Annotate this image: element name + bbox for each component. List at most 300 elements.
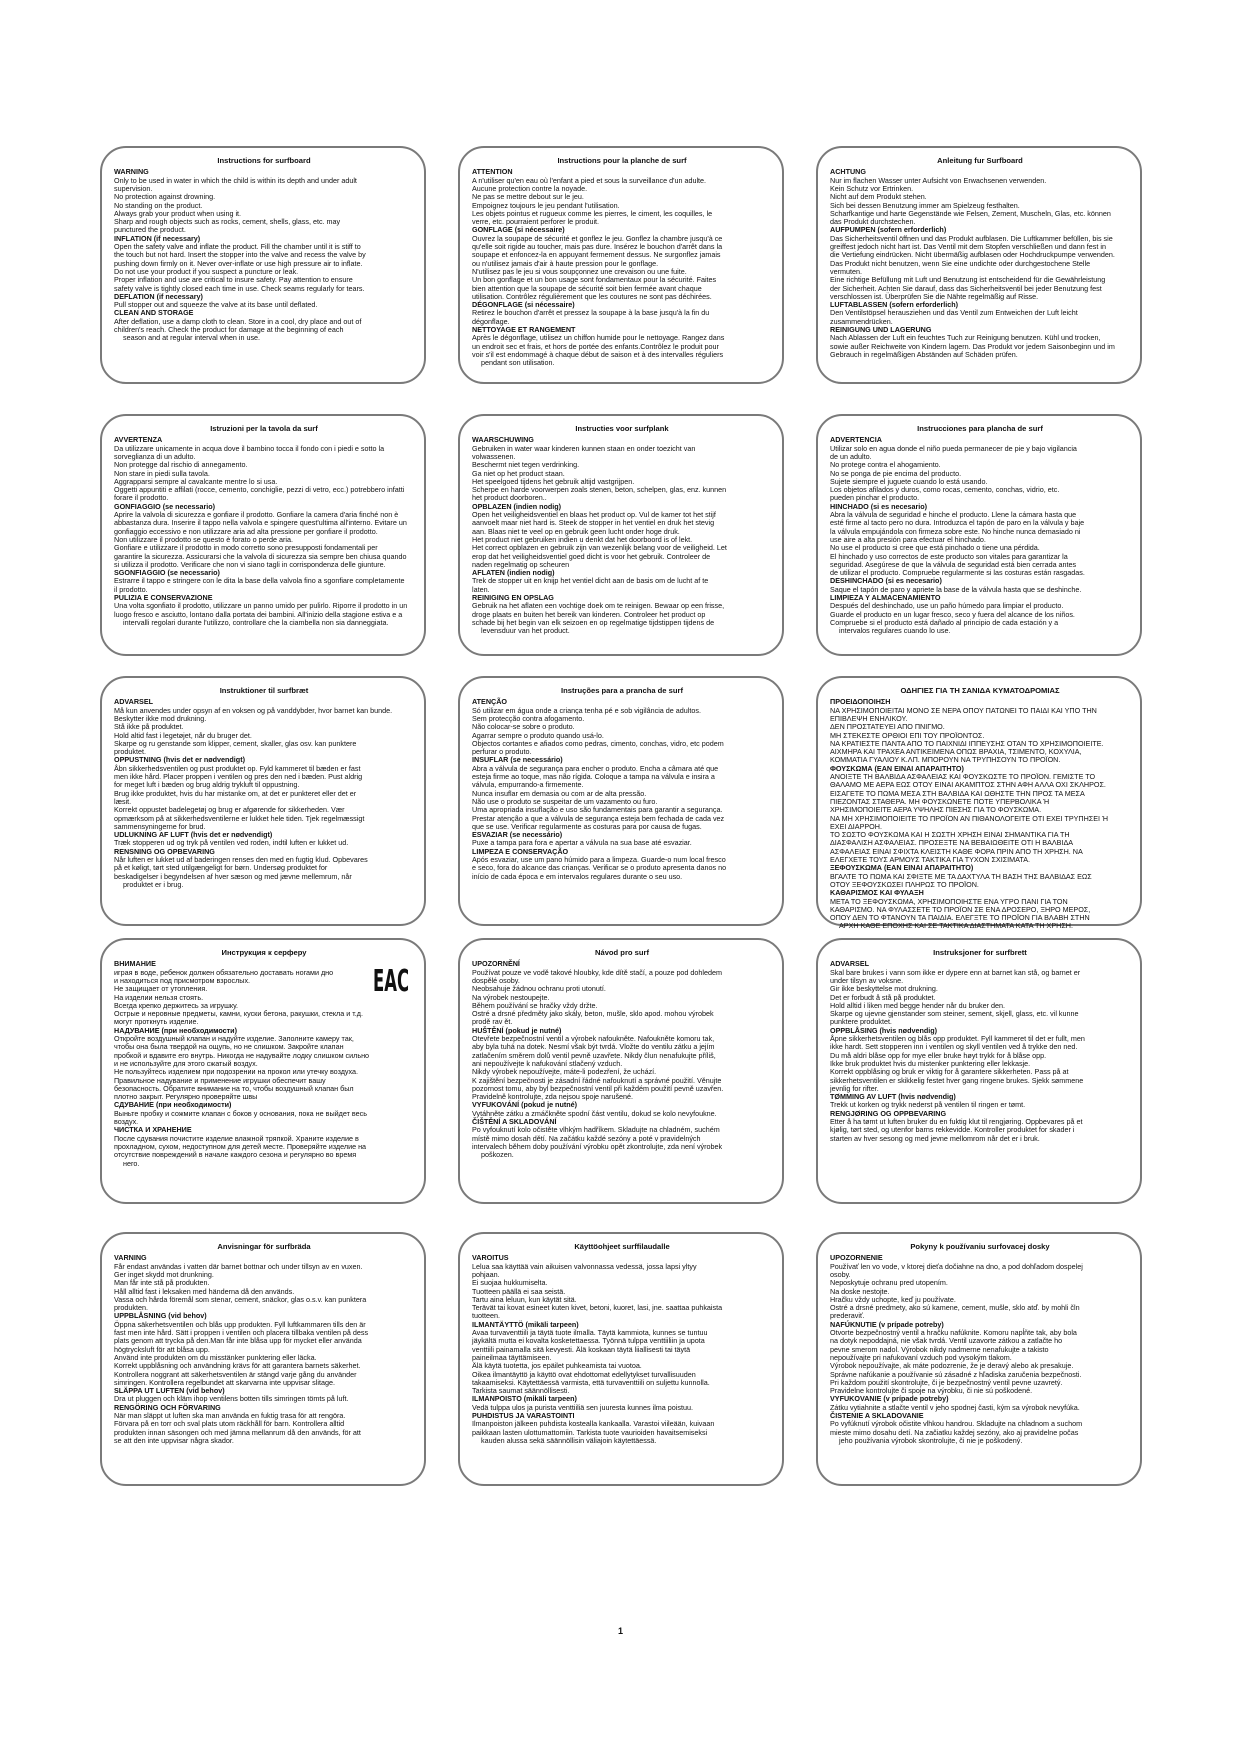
text-line: No protection against drowning. <box>114 192 216 202</box>
text-line: beskadigelser i begyndelsen af hver sæson og med jævne mellemrum, når <box>114 871 352 881</box>
text-line: Må kun anvendes under opsyn af en voksen og på vanddybder, hvor barnet kan bunde. <box>114 705 393 715</box>
text-line: Na výrobek nestoupejte. <box>472 992 550 1002</box>
text-line: Aggrapparsi sempre al cavalcante mentre lo si usa. <box>114 476 278 486</box>
text-line: ΠΙΕΖΟΝΤΑΣ ΣΤΑΘΕΡΑ. ΜΗ ΦΟΥΣΚΩΝΕΤΕ ΠΟΤΕ ΥΠΕΡΒΟΛΙΚΑ Ή <box>830 796 1050 806</box>
text-line: esteja firme ao toque, mas não rígida. Coloque a tampa na válvula e insira a <box>472 772 715 782</box>
text-line: ΑΝΟΙΞΤΕ ΤΗ ΒΑΛΒΙΔΑ ΑΣΦΑΛΕΙΑΣ ΚΑΙ ΦΟΥΣΚΩΣΤΕ ΤΟ ΠΡΟΪΟΝ. ΓΕΜΙΣΤΕ ΤΟ <box>830 772 1096 782</box>
text-line: il prodotto. <box>114 584 148 594</box>
card-title: Käyttöohjeet surffilaudalle <box>574 1242 670 1251</box>
text-line: nepoužívajte pri nafukovaní vzduch pod vysokým tlakom. <box>830 1352 1012 1362</box>
section-heading: ACHTUNG <box>830 167 866 177</box>
text-line: ΝΑ ΜΗ ΧΡΗΣΙΜΟΠΟΙΕΙΤΕ ΤΟ ΠΡΟΪΟΝ ΑΝ ΠΙΘΑΝΟΛΟΓΕΙΤΕ ΟΤΙ ΕΧΕΙ ΤΡΥΠΗΣΕΙ Ή <box>830 813 1109 823</box>
section-heading: ΚΑΘΑΡΙΣΜΟΣ ΚΑΙ ΦΥΛΑΞΗ <box>830 888 924 898</box>
text-line: Nicht auf dem Produkt stehen. <box>830 192 927 202</box>
card-title: Anleitung fur Surfboard <box>937 156 1023 165</box>
text-line: Når luften er lukket ud af baderingen renses den med en fugtig klud. Opbevares <box>114 855 368 865</box>
instruction-card <box>458 1232 784 1486</box>
card-body <box>830 168 1130 359</box>
text-line: jeho používania výrobok skontrolujte, či nie je poškodený. <box>839 1435 1023 1445</box>
section-heading: RENSNING OG OPBEVARING <box>114 846 215 856</box>
text-line: Abra la válvula de seguridad e hinche el producto. Llene la cámara hasta que <box>830 510 1077 520</box>
text-line: Nach Ablassen der Luft ein feuchtes Tuch zur Reinigung benutzen. Kühl und trocken, <box>830 333 1101 343</box>
section-heading: LUFTABLASSEN (sofern erforderlich) <box>830 300 959 310</box>
text-line: A n'utiliser qu'en eau où l'enfant a pied et sous la surveillance d'un adulte. <box>472 175 707 185</box>
text-line: Ne pas se mettre debout sur le jeu. <box>472 192 584 202</box>
text-line: ΜΗ ΣΤΕΚΕΣΤΕ ΟΡΘΙΟΙ ΕΠΙ ΤΟΥ ΠΡΟΪΟΝΤΟΣ. <box>830 730 985 740</box>
text-line: luogo fresco e asciutto, lontano dalla portata dei bambini. All'inizio della stagione estiva e a <box>114 609 403 619</box>
text-line: Otevřete bezpečnostní ventil a výrobek nafoukněte. Nafoukněte komoru tak, <box>472 1034 715 1044</box>
section-heading: OPPUSTNING (hvis det er nødvendigt) <box>114 755 245 765</box>
text-line: K zajištění bezpečnosti je zásadní řádné nafouknutí a správné použití. Věnujte <box>472 1075 722 1085</box>
text-line: ΟΠΟΥ ΔΕΝ ΤΟ ΦΤΑΝΟΥΝ ΤΑ ΠΑΙΔΙΑ. ΕΛΕΓΞΤΕ ΤΟ ΠΡΟΪΟΝ ΓΙΑ ΒΛΑΒΗ ΣΤΗΝ <box>830 913 1090 923</box>
section-heading: REINIGING EN OPSLAG <box>472 593 554 603</box>
text-line: Non utilizzare il prodotto se questo è forato o perde aria. <box>114 534 293 544</box>
section-heading: NAFÚKNUTIE (v prípade potreby) <box>830 1319 944 1329</box>
text-line: и находиться под присмотром взрослых. <box>114 976 251 985</box>
text-line: Používat pouze ve vodě takové hloubky, kde dítě stačí, a pouze pod dohledem <box>472 967 722 977</box>
text-line: pushing down firmly on it. Never over-inflate or use high pressure air to inflate. <box>114 258 363 268</box>
text-line: Dra ut pluggen och kläm ihop ventilens botten tills simringen tömts på luft. <box>114 1394 349 1404</box>
text-line: Los objetos afilados y duros, como rocas, cemento, conchas, vidrio, etc. <box>830 485 1060 495</box>
text-line: Använd inte produkten om du misstänker punktering eller läcka. <box>114 1352 317 1362</box>
text-line: volwassenen. <box>472 452 516 461</box>
section-heading: AVVERTENZA <box>114 435 163 445</box>
text-line: perfurar o produto. <box>472 747 532 757</box>
section-heading: ILMANTÄYTTÖ (mikäli tarpeen) <box>472 1319 579 1329</box>
text-line: ΑΙΧΜΗΡΑ ΚΑΙ ΤΡΑΧΕΑ ΑΝΤΙΚΕΙΜΕΝΑ ΟΠΩΣ ΒΡΑΧΙΑ, ΤΣΙΜΕΝΤΟ, ΚΟΧΥΛΙΑ, <box>830 747 1082 757</box>
section-heading: PULIZIA E CONSERVAZIONE <box>114 593 213 603</box>
text-line: Не защищает от утопления. <box>114 984 208 994</box>
section-heading: OPPBLÅSING (hvis nødvendig) <box>830 1025 938 1035</box>
text-line: Después del deshinchado, use un paño húmedo para limpiar el producto. <box>830 601 1064 611</box>
card-title: Pokyny k používaniu surfovacej dosky <box>910 1242 1050 1251</box>
text-line: Após esvaziar, use um pano húmido para a limpeza. Guarde-o num local fresco <box>472 855 726 865</box>
text-line: punctured the product. <box>114 225 186 235</box>
text-line: Älä käytä tuotetta, jos epäilet puhkeamista tai vuotoa. <box>472 1361 642 1371</box>
text-line: No standing on the product. <box>114 200 203 210</box>
text-line: Не пользуйтесь изделием при подозрении на прокол или утечку воздуха. <box>114 1067 359 1077</box>
text-line: si utilizza il prodotto. Verificare che non vi siano tagli in corrispondenza delle giunture. <box>114 559 386 569</box>
instruction-card <box>100 414 426 656</box>
text-line: Åbn sikkerhedsventilen og pust produktet op. Fyld kammeret til bæden er fast <box>114 763 361 773</box>
text-line: garantire la sicurezza. Assicurarsi che la valvola di sicurezza sia sempre ben chiusa quando <box>114 551 407 561</box>
text-line: Pri každom použití skontrolujte, či je bezpečnostný ventil pevne uzavretý. <box>830 1377 1063 1387</box>
card-title: Instructions for surfboard <box>217 156 311 165</box>
section-heading: ATENÇÃO <box>472 697 508 707</box>
text-line: No use el producto si cree que está pinchado o tiene una pérdida. <box>830 543 1040 553</box>
text-line: bien attention que la soupape de sécurité soit bien fermée avant chaque <box>472 283 702 293</box>
text-line: Korrekt uppblåsning och användning krävs för att garantera barnets säkerhet. <box>114 1361 361 1371</box>
text-line: Pull stopper out and squeeze the valve at its base until deflated. <box>114 300 318 310</box>
section-heading: НАДУВАНИЕ (при необходимости) <box>114 1025 237 1035</box>
text-line: paineilmaa täyttämiseen. <box>472 1352 552 1362</box>
text-line: schade bij het begin van elk seizoen en op regelmatige tijdstippen tijdens de <box>472 617 715 627</box>
text-line: Skarpe og ujevne gjenstander som steiner, sement, skjell, glass, etc. vil kunne <box>830 1009 1079 1019</box>
text-line: Un bon gonflage et un bon usage sont fondamentaux pour la sécurité. Faites <box>472 275 717 285</box>
text-line: Agarrar sempre o produto quando usá-lo. <box>472 730 604 740</box>
text-line: Hold alltid i liken med begge hender når du bruker den. <box>830 1000 1006 1010</box>
text-line: children's reach. Check the product for damage at the beginning of each <box>114 325 344 335</box>
text-line: Åpne sikkerhetsventilen og blås opp produktet. Fyll kammeret til det er fullt, men <box>830 1034 1085 1044</box>
text-line: ani nepoužívejte k nafukování stlačený vzduch. <box>472 1058 623 1068</box>
text-line: der Sicherheit. Achten Sie darauf, dass das Sicherheitsventil bei jeder Benutzung fest <box>830 283 1102 293</box>
text-line: seguridad. Asegúrese de que la válvula de seguridad está bien cerrada antes <box>830 559 1077 569</box>
text-line: Beskytter ikke mod drukning. <box>114 714 207 723</box>
section-heading: PUHDISTUS JA VARASTOINTI <box>472 1411 575 1421</box>
text-line: När man släppt ut luften ska man använda en fuktig trasa för att rengöra. <box>114 1411 346 1421</box>
instruction-card <box>458 938 784 1204</box>
text-line: Oikea ilmantäyttö ja käyttö ovat ehdottomat edellytykset turvallisuuden <box>472 1369 696 1379</box>
text-line: Aucune protection contre la noyade. <box>472 184 588 193</box>
text-line: na dotyk nepoddajná, nie však tvrdá. Ventil uzavorte zátkou a zatlačte ho <box>830 1336 1063 1346</box>
text-line: Vedä tulppa ulos ja purista venttiiliä sen juuresta kunnes ilma poistuu. <box>472 1402 693 1412</box>
section-heading: ILMANPOISTO (mikäli tarpeen) <box>472 1394 577 1404</box>
section-heading: INSUFLAR (se necessário) <box>472 755 563 765</box>
text-line: Den Ventilstöpsel herausziehen und das Ventil zum Entweichen der Luft leicht <box>830 308 1078 318</box>
card-body <box>472 168 772 367</box>
text-line: la válvula empujándola con firmeza sobre este. No hinche nunca demasiado ni <box>830 526 1081 536</box>
section-heading: UPOZORNENIE <box>830 1253 883 1263</box>
text-line: dégonflage. <box>472 316 510 326</box>
text-line: sorveglianza di un adulto. <box>114 452 196 461</box>
card-title: Instructies voor surfplank <box>575 424 669 433</box>
text-line: início de cada época e em intervalos regulares durante o seu uso. <box>472 871 683 881</box>
section-heading: HUŠTĚNÍ (pokud je nutné) <box>472 1025 562 1035</box>
text-line: Får endast användas i vatten där barnet bottnar och under tillsyn av en vuxen. <box>114 1261 363 1271</box>
text-line: Håll alltid fast i leksaken med händerna då den används. <box>114 1286 295 1296</box>
text-line: Hold altid fast i legetøjet, når du bruger det. <box>114 730 252 740</box>
card-title: Instruktioner til surfbræt <box>219 686 309 695</box>
text-line: Open the safety valve and inflate the product. Fill the chamber until it is stiff to <box>114 242 361 252</box>
text-line: Hračku vždy uchopte, keď ju používate. <box>830 1294 956 1304</box>
text-line: for meget luft i bæden og brug aldrig trykluft til oppustning. <box>114 780 300 790</box>
text-line: Otvorte bezpečnostný ventil a hračku nafúknite. Komoru napĺňte tak, aby bola <box>830 1328 1077 1338</box>
text-line: N'utilisez pas le jeu si vous soupçonnez une crevaison ou une fuite. <box>472 266 687 276</box>
section-heading: ЧИСТКА И ХРАНЕНИЕ <box>114 1125 192 1135</box>
section-heading: СДУВАНИЕ (при необходимости) <box>114 1100 232 1110</box>
section-heading: VYFUKOVÁNÍ (pokud je nutné) <box>472 1100 578 1110</box>
text-line: Откройте воздушный клапан и надуйте изделие. Заполните камеру так, <box>114 1034 354 1044</box>
text-line: Trekk ut korken og trykk nederst på ventilen til ringen er tømt. <box>830 1100 1026 1110</box>
text-line: Non protegge dal rischio di annegamento. <box>114 460 248 470</box>
instruction-card <box>816 938 1142 1204</box>
text-line: ΒΓΑΛΤΕ ΤΟ ΠΩΜΑ ΚΑΙ ΣΦΙΞΤΕ ΜΕ ΤΑ ΔΑΧΤΥΛΑ ΤΗ ΒΑΣΗ ΤΗΣ ΒΑΛΒΙΔΑΣ ΕΩΣ <box>830 871 1092 881</box>
text-line: jäykältä mutta ei kovalta kosketettaessa. Työnnä tulppa venttiiliin ja upota <box>472 1336 705 1346</box>
text-line: punktere produktet. <box>830 1017 892 1027</box>
text-line: use aire a alta presión para efectuar el hinchado. <box>830 534 986 544</box>
text-line: starten av hver sesong og med jevne mellomrom når det er i bruk. <box>830 1133 1040 1143</box>
text-line: плотно закрыт. Регулярно проверяйте швы <box>114 1092 258 1102</box>
section-heading: SGONFIAGGIO (se necessario) <box>114 568 220 578</box>
text-line: Pravidelně kontrolujte, zda nejsou spoje narušené. <box>472 1092 634 1102</box>
text-line: takaamiseksi. Käytettäessä varmista, että turvaventtiili on suljettu kunnolla. <box>472 1377 710 1387</box>
text-line: ΚΑΘΑΡΙΣΜΟ. ΝΑ ΦΥΛΑΣΣΕΤΕ ΤΟ ΠΡΟΪΟΝ ΣΕ ΕΝΑ ΔΡΟΣΕΡΟ, ΞΗΡΟ ΜΕΡΟΣ, <box>830 904 1091 914</box>
text-line: pohjaan. <box>472 1270 500 1279</box>
text-line: Používať len vo vode, v ktorej dieťa dočiahne na dno, a pod dohľadom dospelej <box>830 1261 1083 1271</box>
text-line: Saque el tapón de paro y apriete la base de la válvula hasta que se deshinche. <box>830 584 1082 594</box>
section-heading: ΞΕΦΟΥΣΚΩΜΑ (ΕΑΝ ΕΙΝΑΙ ΑΠΑΡΑΙΤΗΤΟ) <box>830 863 974 873</box>
text-line: prodě rav ět. <box>472 1017 513 1027</box>
section-heading: AFLATEN (indien nodig) <box>472 568 555 578</box>
text-line: fast men inte hård. Sätt i proppen i ventilen och placera tillbaka ventilen på dess <box>114 1328 369 1338</box>
text-line: Gebruik na het aflaten een vochtige doek om te reinigen. Bewaar op een frisse, <box>472 601 725 611</box>
text-line: Non stare in piedi sulla tavola. <box>114 468 210 478</box>
text-line: Správne nafúkanie a používanie sú zásadné z hľadiska zaručenia bezpečnosti. <box>830 1369 1082 1379</box>
section-heading: AUFPUMPEN (sofern erforderlich) <box>830 225 947 235</box>
text-line: Ilmanpoiston jälkeen puhdista kostealla kankaalla. Varastoi viileään, kuivaan <box>472 1419 715 1429</box>
section-heading: WAARSCHUWING <box>472 435 534 445</box>
text-line: ΝΑ ΧΡΗΣΙΜΟΠΟΙΕΙΤΑΙ ΜΟΝΟ ΣΕ ΝΕΡΑ ΟΠΟΥ ΠΑΤΩΝΕΙ ΤΟ ΠΑΙΔΙ ΚΑΙ ΥΠΟ ΤΗΝ <box>830 705 1097 715</box>
text-line: Du må aldri blåse opp for mye eller bruke høyt trykk for å blåse opp. <box>830 1050 1047 1060</box>
text-line: Det er forbudt å stå på produktet. <box>830 992 936 1002</box>
text-line: Po vyfouknutí kolo očistěte vlhkým hadříkem. Skladujte na chladném, suchém <box>472 1125 720 1135</box>
text-line: aan. Blaas niet te veel op en gebruik geen lucht onder hoge druk. <box>472 526 680 536</box>
text-line: ΔΙΑΣΦΑΛΙΣΗ ΑΣΦΑΛΕΙΑΣ. ΠΡΟΣΕΞΤΕ ΝΑ ΒΕΒΑΙΩΘΕΙΤΕ ΟΤΙ Η ΒΑΛΒΙΔΑ <box>830 838 1074 848</box>
text-line: Sharp and rough objects such as rocks, cement, shells, glass, etc. may <box>114 217 341 227</box>
text-line: forare il prodotto. <box>114 493 169 503</box>
text-line: Nunca insuflar em demasia ou com ar de alta pressão. <box>472 788 647 798</box>
section-heading: RENGÖRING OCH FÖRVARING <box>114 1402 221 1412</box>
section-heading: ΦΟΥΣΚΩΜΑ (ΕΑΝ ΕΙΝΑΙ ΑΠΑΡΑΙΤΗΤΟ) <box>830 763 964 773</box>
card-title: Návod pro surf <box>594 948 649 957</box>
page-number: 1 <box>617 1626 623 1636</box>
instruction-card <box>816 676 1142 931</box>
text-line: Trek de stopper uit en knijp het ventiel dicht aan de basis om de lucht af te <box>472 576 709 586</box>
text-line: supervision. <box>114 184 153 193</box>
card-body <box>830 436 1130 635</box>
section-heading: DEFLATION (if necessary) <box>114 291 203 301</box>
text-line: Kein Schutz vor Ertrinken. <box>830 184 914 193</box>
text-line: jevnlig for rifter. <box>830 1083 879 1093</box>
text-line: Ouvrez la soupape de sécurité et gonflez le jeu. Gonflez la chambre jusqu'à ce <box>472 233 723 243</box>
text-line: Lelua saa käyttää vain aikuisen valvonnassa vedessä, jossa lapsi yltyy <box>472 1261 697 1271</box>
text-line: ΘΑΛΑΜΟ ΜΕ ΑΕΡΑ ΕΩΣ ΟΤΟΥ ΕΙΝΑΙ ΑΚΑΜΠΤΟΣ ΣΤΗΝ ΑΦΗ ΑΛΛΑ ΟΧΙ ΣΚΛΗΡΟΣ. <box>830 780 1106 790</box>
text-line: dospělé osoby. <box>472 976 520 985</box>
section-heading: UPPBLÅSNING (vid behov) <box>114 1311 207 1321</box>
text-line: Gonfiare e utilizzare il prodotto in modo corretto sono presupposti fondamentali per <box>114 543 378 553</box>
text-line: Tartu aina leluun, kun käytät sitä. <box>472 1294 577 1304</box>
section-heading: HINCHADO (si es necesario) <box>830 501 928 511</box>
text-line: pendant son utilisation. <box>481 358 555 368</box>
text-line: Skarpe og ru genstande som klipper, cement, skaller, glas osv. kan punktere <box>114 738 357 748</box>
text-line: Výrobok nepoužívajte, ak máte podozrenie, že je deravý alebo ak presakuje. <box>830 1361 1074 1371</box>
text-line: válvula, empurrando-a firmemente. <box>472 780 584 790</box>
text-line: него. <box>123 1158 140 1168</box>
text-line: opmærksom på at sikkerhedsventilerne er lukket hele tiden. Tjek regelmæssigt <box>114 813 365 823</box>
section-heading: LIMPEZA E CONSERVAÇÃO <box>472 846 569 856</box>
text-line: Estrarre il tappo e stringere con le dita la base della valvola fino a sgonfiare completamente <box>114 576 405 586</box>
text-line: högtrycksluft för att blåsa upp. <box>114 1344 210 1354</box>
text-line: på et køligt, tørt sted utilgængeligt for børn. Undersøg produktet for <box>114 863 328 873</box>
text-line: intervalech během doby používání výrobku opět zkontrolujte, zda není výrobek <box>472 1141 723 1151</box>
text-line: kauden alussa sekä säännöllisin väliajoin käytettäessä. <box>481 1435 657 1445</box>
section-heading: ADVARSEL <box>830 959 870 969</box>
text-line: season and at regular interval when in use. <box>123 333 261 343</box>
text-line: ΜΕΤΑ ΤΟ ΞΕΦΟΥΣΚΩΜΑ, ΧΡΗΣΙΜΟΠΟΙΗΣΤΕ ΕΝΑ ΥΓΡΟ ΠΑΝΙ ΓΙΑ ΤΟΝ <box>830 896 1068 906</box>
section-heading: WARNING <box>114 167 149 177</box>
text-line: Always grab your product when using it. <box>114 208 242 218</box>
text-line: osoby. <box>830 1270 851 1279</box>
text-line: de un adulto. <box>830 452 872 461</box>
text-line: the touch but not hard. Insert the stopper into the valve and recess the valve by <box>114 250 366 260</box>
section-heading: ADVERTENCIA <box>830 435 882 445</box>
text-line: Retirez le bouchon d'arrêt et pressez la soupape à la base jusqu'à la fin du <box>472 308 710 318</box>
text-line: Aprire la valvola di sicurezza e gonfiare il prodotto. Gonfiare la camera d'aria finché non è <box>114 510 399 520</box>
text-line: Empoignez toujours le jeu pendant l'utilisation. <box>472 200 620 210</box>
card-body <box>114 168 414 342</box>
text-line: Das Produkt nicht benutzen, wenn Sie eine undichte oder durchgestochene Stelle <box>830 258 1091 268</box>
text-line: Sujete siempre el juguete cuando lo está usando. <box>830 476 988 486</box>
text-line: Het product niet gebruiken indien u denkt dat het doorboord is of lekt. <box>472 534 693 544</box>
text-line: Das Sicherheitsventil öffnen und das Produkt aufblasen. Die Luftkammer befüllen, bis sie <box>830 233 1113 243</box>
card-body <box>114 960 414 1167</box>
text-line: Vassa och hårda föremål som stenar, cement, snäckor, glas o.s.v. kan punktera <box>114 1294 367 1304</box>
text-line: Gebrauch in regelmäßigen Abständen auf Schäden prüfen. <box>830 349 1018 359</box>
card-body <box>472 436 772 635</box>
card-title: Instructions pour la planche de surf <box>557 156 687 165</box>
text-line: produkten. <box>114 1303 148 1313</box>
text-line: ΔΕΝ ΠΡΟΣΤΑΤΕΥΕΙ ΑΠΟ ΠΝΙΓΜΟ. <box>830 722 945 732</box>
text-line: Sich bei dessen Benutzung immer am Spielzeug festhalten. <box>830 200 1020 210</box>
text-line: Compruebe si el producto está dañado al principio de cada estación y a <box>830 617 1059 627</box>
instruction-card <box>816 146 1142 384</box>
text-line: Kontrollera noggrant att säkerhetsventilen är stängd varje gång du använder <box>114 1369 357 1379</box>
text-line: Öppna säkerhetsventilen och blås upp produkten. Fyll luftkammaren tills den är <box>114 1319 366 1329</box>
text-line: Terävät tai kovat esineet kuten kivet, betoni, kuoret, lasi, jne. saattaa puhkaista <box>472 1303 723 1313</box>
text-line: paikkaan lasten ulottumattomiin. Tarkista tuote vaurioiden havaitsemiseksi <box>472 1427 708 1437</box>
text-line: ΕΧΕΙ ΔΙΑΡΡΟΗ. <box>830 821 882 831</box>
text-line: produkten innan säsongen och med jämna mellanrum då den används, för att <box>114 1427 361 1437</box>
text-line: Po vyfúknutí výrobok očistite vlhkou handrou. Skladujte na chladnom a suchom <box>830 1419 1083 1429</box>
text-line: e seco, fora do alcance das crianças. Verificar se o produto apresenta danos no <box>472 863 727 873</box>
text-line: abbastanza dura. Inserire il tappo nella valvola e spingere quest'ultima all'interno. Evitare un <box>114 518 407 528</box>
section-heading: INFLATION (if necessary) <box>114 233 201 243</box>
text-line: Só utilizar em água onde a criança tenha pé e sob vigilância de adultos. <box>472 705 701 715</box>
text-line: Objectos cortantes e afiados como pedras, cimento, conchas, vidro, etc podem <box>472 738 724 748</box>
text-line: laten. <box>472 584 490 594</box>
text-line: safety valve is tightly closed each time in use. Check seams regularly for tears. <box>114 283 365 293</box>
text-line: ΚΟΜΜΑΤΙΑ ΓΥΑΛΙΟΥ Κ.ΛΠ. ΜΠΟΡΟΥΝ ΝΑ ΤΡΥΠΗΣΟΥΝ ΤΟ ΠΡΟΪΟΝ. <box>830 755 1061 765</box>
text-line: un endroit sec et frais, et hors de portée des enfants.Contrôlez le produit pour <box>472 341 719 351</box>
text-line: Het speelgoed tijdens het gebruik altijd vastgrijpen. <box>472 476 635 486</box>
text-line: Puxe a tampa para fora e apertar a válvula na sua base até esvaziar. <box>472 838 692 848</box>
instruction-card <box>100 146 426 384</box>
text-line: Avaa turvaventtiili ja täytä tuote ilmalla. Täytä kammiota, kunnes se tuntuu <box>472 1328 708 1338</box>
text-line: simringen. Kontrollera regelbundet att skarvarna inte uppvisar slitage. <box>114 1377 335 1387</box>
card-body <box>830 698 1130 930</box>
text-line: Beschermt niet tegen verdrinking. <box>472 460 580 470</box>
text-line: Una volta sgonfiato il prodotto, utilizzare un panno umido per pulirlo. Riporre il prodotto in un <box>114 601 408 611</box>
text-line: После сдувания почистите изделие влажной тряпкой. Храните изделие в <box>114 1133 359 1143</box>
text-line: Utilizar solo en agua donde el niño pueda permanecer de pie y bajo vigilancia <box>830 443 1077 453</box>
text-line: tuotteen. <box>472 1311 500 1321</box>
text-line: Guarde el producto en un lugar fresco, seco y fuera del alcance de los niños. <box>830 609 1075 619</box>
text-line: naden regelmatig op scheuren <box>472 559 570 569</box>
instruction-card <box>100 938 426 1204</box>
text-line: esté firme al tacto pero no dura. Introduzca el tapón de paro en la válvula y baje <box>830 518 1085 528</box>
card-body <box>114 436 414 627</box>
section-heading: ČISTENIE A SKLADOVANIE <box>830 1411 924 1421</box>
text-line: vermuten. <box>830 266 862 276</box>
text-line: sammensyningerne for brud. <box>114 821 206 831</box>
text-line: aby byla tuhá na dotek. Nesmí však být tvrdá. Vložte do ventilu zátku a jejím <box>472 1042 715 1052</box>
card-title: Инструкция к серферу <box>221 948 307 957</box>
text-line: Only to be used in water in which the child is within its depth and under adult <box>114 175 357 185</box>
section-heading: ČIŠTĚNÍ A SKLADOVÁNÍ <box>472 1117 557 1127</box>
text-line: ikke hardt. Sett stopperen inn i ventilen og skyll ventilen ved å trykke den ned. <box>830 1042 1078 1052</box>
text-line: místě mimo dosah dětí. Na začátku každé sezóny a poté v pravidelných <box>472 1133 701 1143</box>
text-line: Neobsahuje žádnou ochranu proti utonutí. <box>472 984 606 994</box>
text-line: Ostré a drsné predmety, ako sú kamene, cement, mušle, sklo atď. by mohli čln <box>830 1303 1080 1313</box>
text-line: erop dat het veiligheidsventiel goed dicht is voor het gebruik. Controleer de <box>472 551 711 561</box>
text-line: die Vertiefung eindrücken. Nicht übermäßig aufblasen oder Hochdruckpumpe verwenden. <box>830 250 1115 260</box>
text-line: Острые и неровные предметы, камни, куски бетона, ракушки, стекла и т.д. <box>114 1009 363 1019</box>
section-heading: DESHINCHADO (si es necesario) <box>830 576 942 586</box>
text-line: Během používání se hračky vždy držte. <box>472 1000 598 1010</box>
instruction-card <box>100 1232 426 1486</box>
text-line: ΤΟ ΣΩΣΤΟ ΦΟΥΣΚΩΜΑ ΚΑΙ Η ΣΩΣΤΗ ΧΡΗΣΗ ΕΙΝΑΙ ΣΗΜΑΝΤΙΚΑ ΓΙΑ ΤΗ <box>830 830 1070 840</box>
text-line: de utilizar el producto. Compruebe regularmente si las costuras están rasgadas. <box>830 568 1085 578</box>
text-line: Gir ikke beskyttelse mot drukning. <box>830 984 938 994</box>
text-line: Stå ikke på produktet. <box>114 722 184 732</box>
text-line: zusammendrücken. <box>830 316 893 326</box>
text-line: Pravidelne kontrolujte či spoje na výrobku, či nie sú poškodené. <box>830 1386 1033 1396</box>
section-heading: NETTOYAGE ET RANGEMENT <box>472 325 576 335</box>
text-line: qu'elle soit rigide au toucher, mais pas dure. Insérez le bouchon d'arrêt dans la <box>472 242 723 252</box>
text-line: Skal bare brukes i vann som ikke er dypere enn at barnet kan stå, og barnet er <box>830 967 1081 977</box>
text-line: Brug ikke produktet, hvis du har mistanke om, at det er punkteret eller det er <box>114 788 357 798</box>
section-heading: REINIGUNG UND LAGERUNG <box>830 325 932 335</box>
text-line: pevne smerom nadol. Výrobok nikdy nadmerne nenafukujte a takisto <box>830 1344 1049 1354</box>
text-line: verschlossen ist. Überprüfen Sie die Nähte regelmäßig auf Risse. <box>830 291 1039 301</box>
text-line: sowie außer Reichweite von Kindern lagern. Das Produkt vor jedem Saisonbeginn und im <box>830 341 1115 351</box>
text-line: Na doske nestojte. <box>830 1286 890 1296</box>
text-line: No se ponga de pie encima del producto. <box>830 468 962 478</box>
text-line: Não colocar-se sobre o produto. <box>472 722 575 732</box>
section-heading: TØMMING AV LUFT (hvis nødvendig) <box>830 1092 956 1102</box>
text-line: пробкой и вдавите его внутрь. Никогда не надувайте лодку слишком сильно <box>114 1050 370 1060</box>
text-line: воздух. <box>114 1117 139 1127</box>
text-line: het product doorboren.. <box>472 493 547 503</box>
instruction-card <box>458 676 784 926</box>
text-line: se att den inte uppvisar några skador. <box>114 1435 234 1445</box>
text-line: produktet. <box>114 747 146 757</box>
text-line: Sem protecção contra afogamento. <box>472 714 585 723</box>
text-line: Korrekt oppblåsing og bruk er viktig for å garantere sikkerheten. Pass på at <box>830 1067 1069 1077</box>
text-line: ΑΡΧΗ ΚΑΘΕ ΕΠΟΧΗΣ ΚΑΙ ΣΕ ΤΑΚΤΙΚΑ ΔΙΑΣΤΗΜΑΤΑ ΚΑΤΑ ΤΗ ΧΡΗΣΗ. <box>839 921 1073 931</box>
text-line: ΕΙΣΑΓΕΤΕ ΤΟ ΠΩΜΑ ΜΕΣΑ ΣΤΗ ΒΑΛΒΙΔΑ ΚΑΙ ΩΘΗΣΤΕ ΤΗΝ ΠΡΟΣ ΤΑ ΜΕΣΑ <box>830 788 1085 798</box>
section-heading: LIMPIEZA Y ALMACENAMIENTO <box>830 593 941 603</box>
text-line: отсутствие повреждений в начале каждого сезона и регулярно во время <box>114 1150 357 1160</box>
text-line: и не используйте для этого сжатый воздух. <box>114 1058 258 1068</box>
text-line: kjølig, tørt sted, og utenfor barns rekkevidde. Kontroller produktet for skader i <box>830 1125 1075 1135</box>
section-heading: GONFIAGGIO (se necessario) <box>114 501 216 511</box>
text-line: Zátku vytiahnite a stlačte ventil v jeho spodnej časti, kým sa výrobok nevyfúka. <box>830 1402 1080 1412</box>
section-heading: CLEAN AND STORAGE <box>114 308 194 318</box>
text-line: verre, etc. pourraient perforer le produit. <box>472 217 600 227</box>
section-heading: VYFUKOVANIE (v prípade potreby) <box>830 1394 949 1404</box>
eac-mark-text: EAC <box>373 964 409 999</box>
text-line: Ikke bruk produktet hvis du mistenker punktering eller lekkasje. <box>830 1058 1031 1068</box>
text-line: чтобы она была твердой на ощупь, но не слишком. Закройте клапан <box>114 1042 344 1052</box>
text-line: Всегда крепко держитесь за игрушку. <box>114 1000 238 1010</box>
section-heading: DÉGONFLAGE (si nécessaire) <box>472 300 575 310</box>
text-line: ΕΛΕΓΧΕΤΕ ΤΟΥΣ ΑΡΜΟΥΣ ΤΑΚΤΙΚΑ ΓΙΑ ΤΥΧΟΝ ΣΧΙΣΙΜΑΤΑ. <box>830 855 1031 865</box>
text-line: Man får inte stå på produkten. <box>114 1278 210 1288</box>
text-line: venttiili painamalla sitä kevyesti. Älä koskaan täytä liiallisesti tai täytä <box>472 1344 691 1354</box>
card-body <box>114 1254 414 1445</box>
text-line: Oggetti appuntiti e affilati (rocce, cemento, conchiglie, pezzi di vetro, ecc.) potrebbero infatti <box>114 485 405 495</box>
